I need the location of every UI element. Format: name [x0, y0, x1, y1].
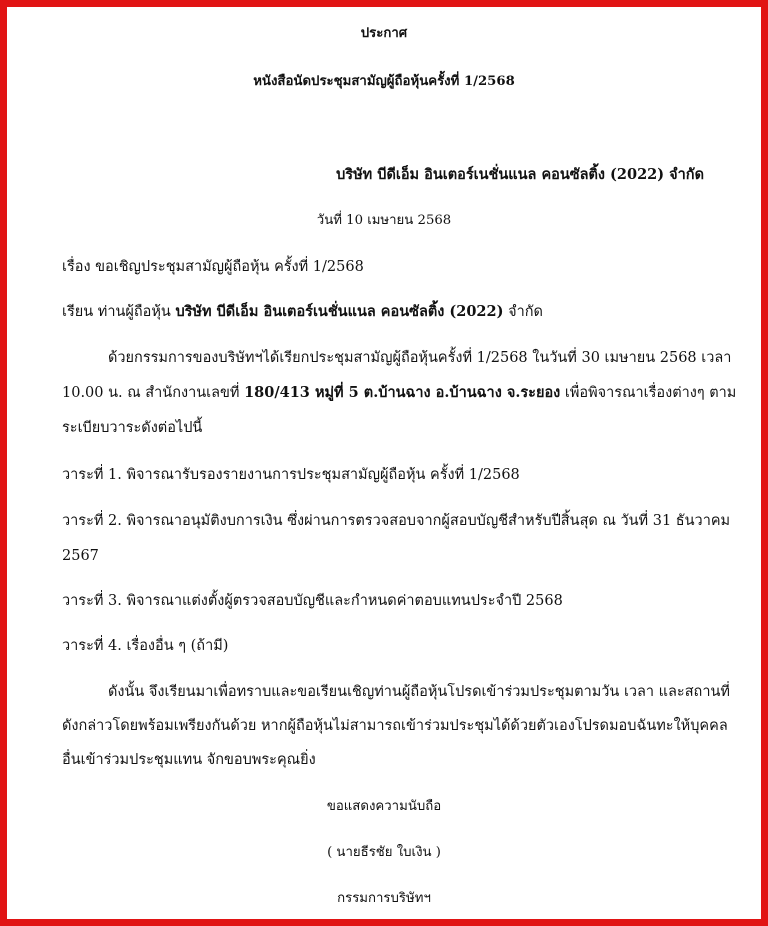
- subject-line: เรื่อง ขอเชิญประชุมสามัญผู้ถือหุ้น ครั้งที่ 1/2568: [62, 259, 364, 275]
- agenda-item-4: วาระที่ 4. เรื่องอื่น ๆ (ถ้ามี): [62, 638, 229, 654]
- company-name-line: บริษัท บีดีเอ็ม อินเตอร์เนชั่นแนล คอนซัลติ้ง (2022) จำกัด: [336, 166, 704, 183]
- intro-line-3: ระเบียบวาระดังต่อไปนี้: [62, 420, 203, 436]
- agenda-item-3: วาระที่ 3. พิจารณาแต่งตั้งผู้ตรวจสอบบัญชีและกำหนดค่าตอบแทนประจำปี 2568: [62, 593, 563, 609]
- closing-line-2: ดังกล่าวโดยพร้อมเพรียงกันด้วย หากผู้ถือหุ้นไม่สามารถเข้าร่วมประชุมได้ด้วยตัวเองโปรดมอบฉันทะให้บุคคล: [62, 718, 728, 734]
- agenda-item-1: วาระที่ 1. พิจารณารับรองรายงานการประชุมสามัญผู้ถือหุ้น ครั้งที่ 1/2568: [62, 467, 520, 483]
- intro-line-2: 10.00 น. ณ สำนักงานเลขที่ 180/413 หมู่ที่ 5 ต.บ้านฉาง อ.บ้านฉาง จ.ระยอง เพื่อพิจารณาเรื่องต่างๆ ตาม: [62, 384, 737, 401]
- intro-line-1: ด้วยกรรมการของบริษัทฯได้เรียกประชุมสามัญผู้ถือหุ้นครั้งที่ 1/2568 ในวันที่ 30 เมษายน 2568 เวลา: [108, 350, 732, 366]
- document-title: หนังสือนัดประชุมสามัญผู้ถือหุ้นครั้งที่ 1/2568: [253, 74, 515, 89]
- agenda-item-2-line-2: 2567: [62, 548, 99, 564]
- date-line: วันที่ 10 เมษายน 2568: [316, 213, 452, 228]
- signature-position: กรรมการบริษัทฯ: [337, 891, 431, 906]
- closing-line-3: อื่นเข้าร่วมประชุมแทน จักขอบพระคุณยิ่ง: [62, 752, 316, 768]
- addressee-line: เรียน ท่านผู้ถือหุ้น บริษัท บีดีเอ็ม อินเตอร์เนชั่นแนล คอนซัลติ้ง (2022) จำกัด: [62, 303, 543, 320]
- signature-regards: ขอแสดงความนับถือ: [326, 799, 442, 814]
- agenda-item-2-line-1: วาระที่ 2. พิจารณาอนุมัติงบการเงิน ซึ่งผ่านการตรวจสอบจากผู้สอบบัญชีสำหรับปีสิ้นสุด ณ วันที่ 31 ธันวาคม: [62, 513, 731, 529]
- signature-name: ( นายธีรชัย ใบเงิน ): [327, 845, 441, 860]
- closing-line-1: ดังนั้น จึงเรียนมาเพื่อทราบและขอเรียนเชิญท่านผู้ถือหุ้นโปรดเข้าร่วมประชุมตามวัน เวลา และสถานที่: [108, 684, 730, 700]
- document-heading: ประกาศ: [360, 26, 408, 41]
